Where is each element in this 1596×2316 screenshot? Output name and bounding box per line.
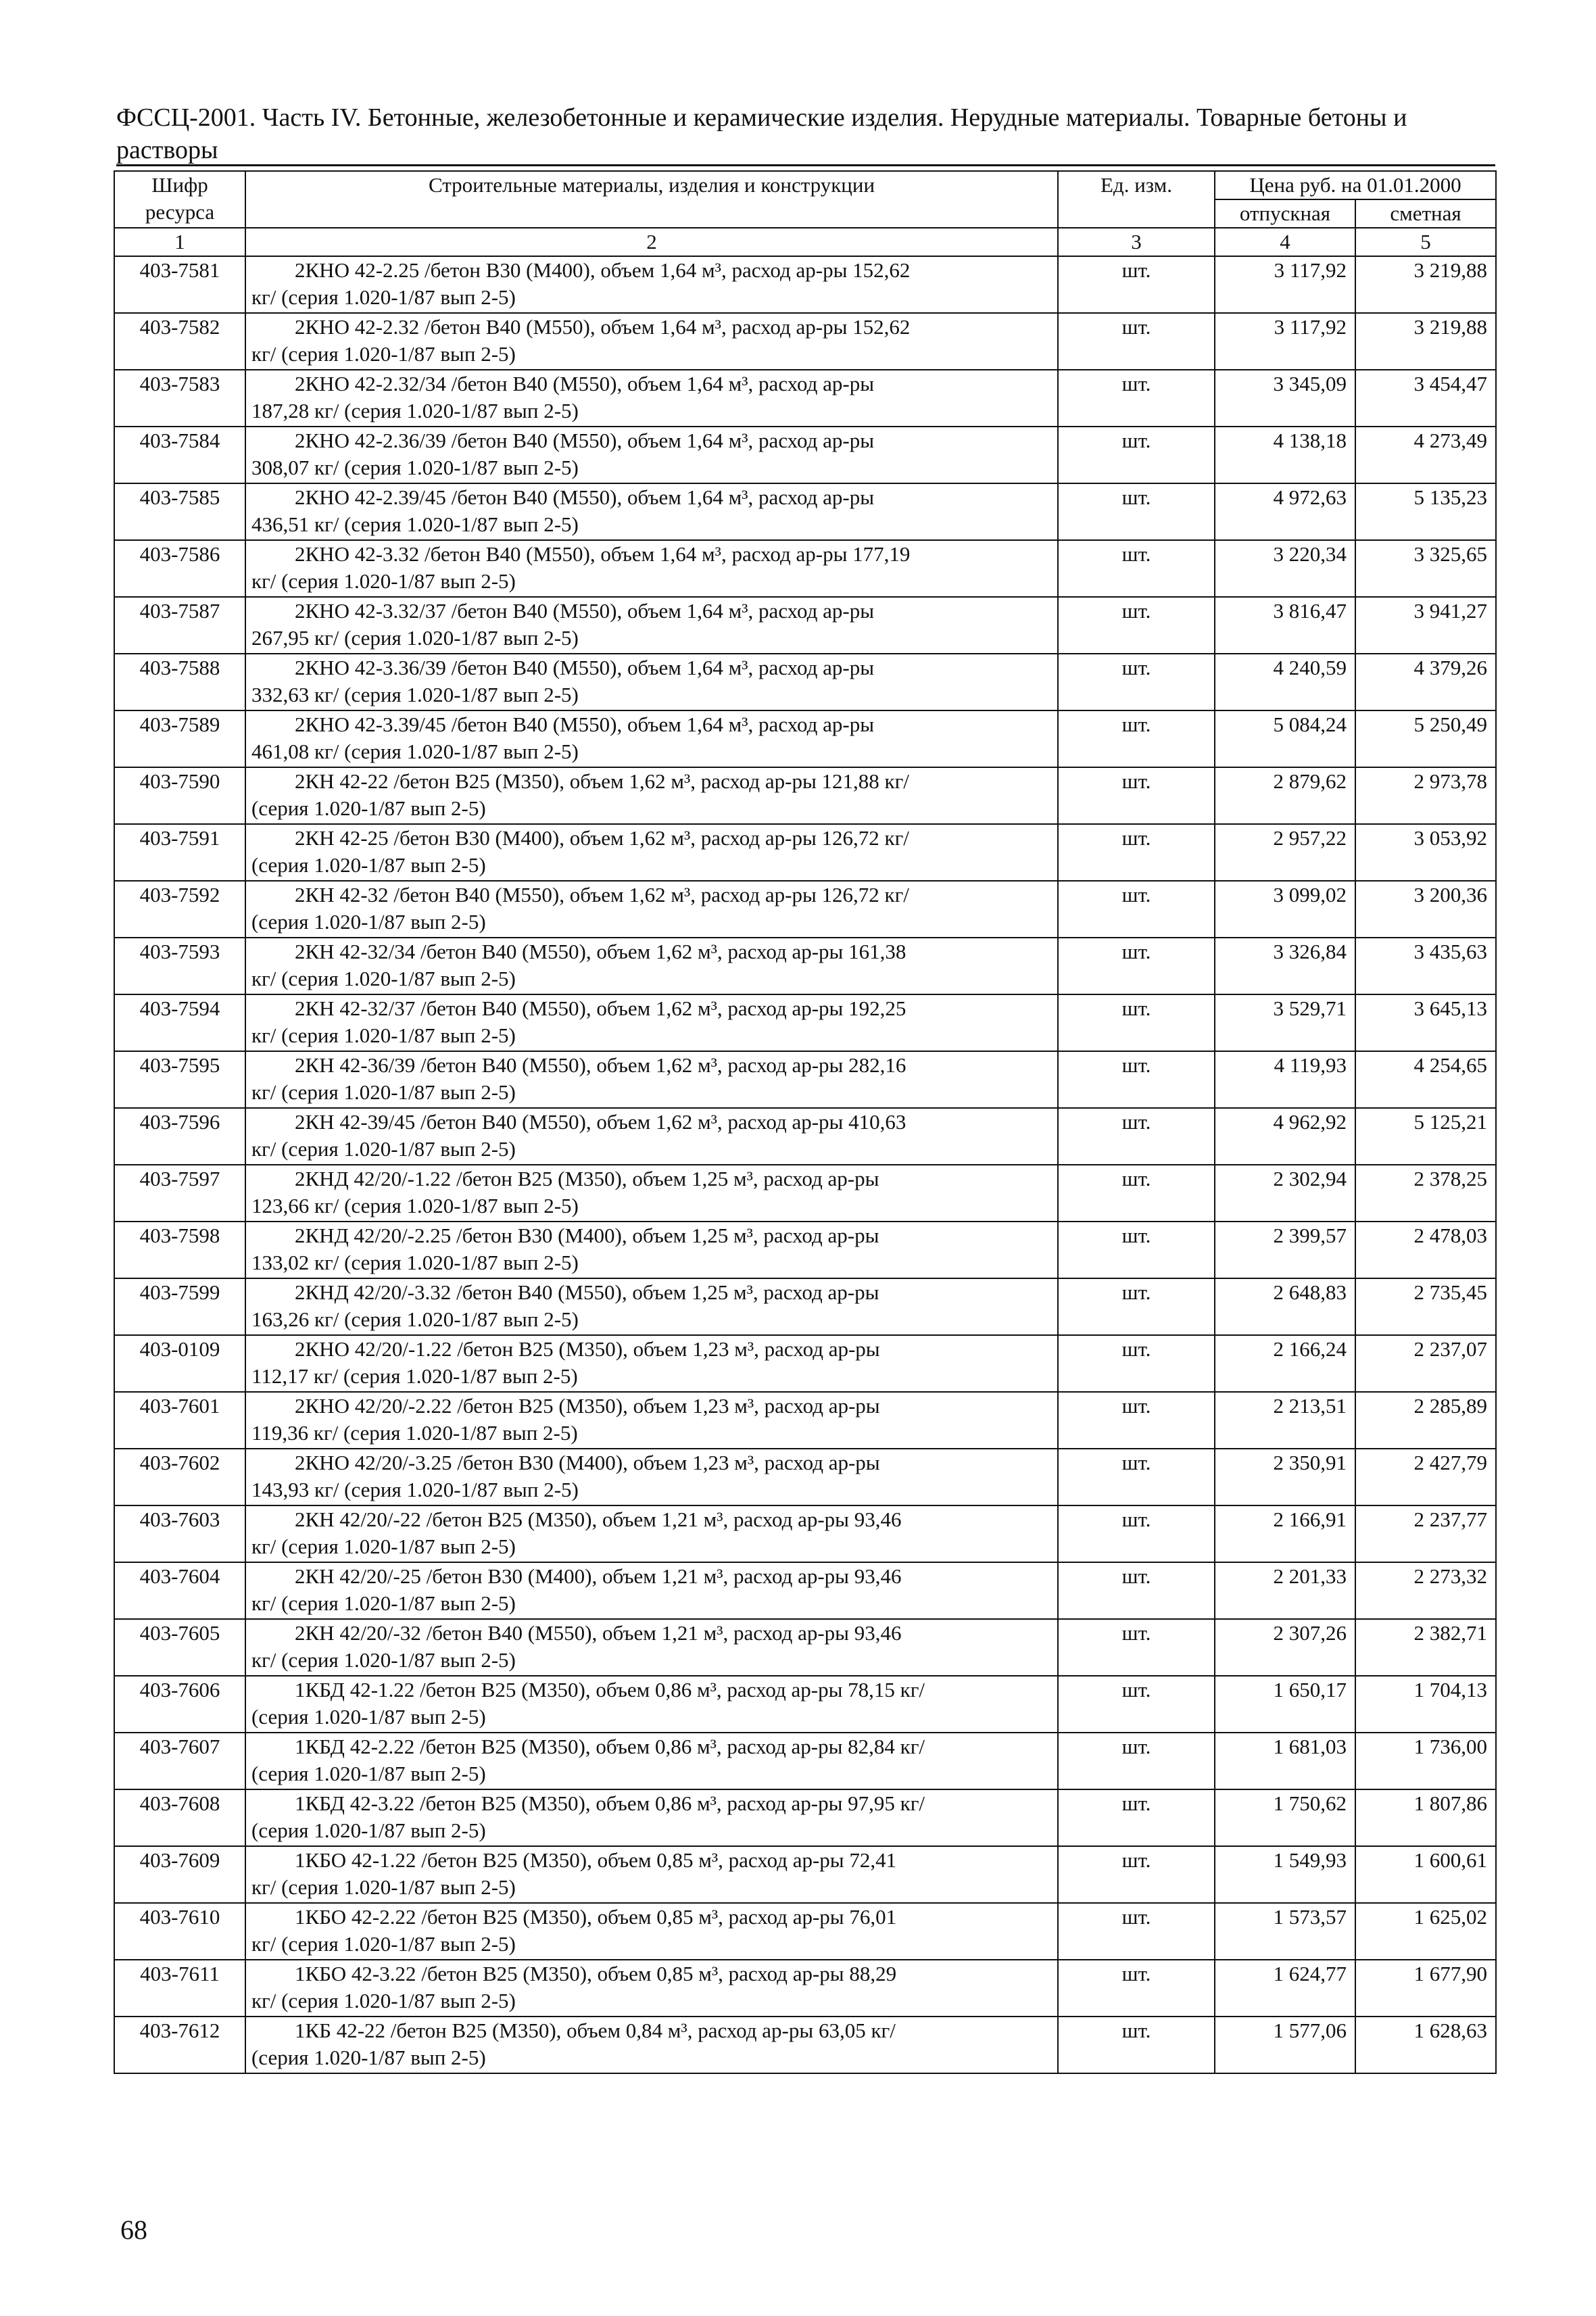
table-row bbox=[114, 1449, 1496, 1505]
unit: шт. bbox=[1058, 2017, 1215, 2073]
col-header-price2: сметная bbox=[1355, 199, 1496, 228]
col-number: 2 bbox=[245, 228, 1058, 256]
item-description-line1: 2КНО 42-3.32 /бетон В40 (М550), объем 1,64 м³, расход ар-ры 177,19 bbox=[295, 542, 911, 566]
resource-code: 403-7604 bbox=[114, 1562, 245, 1619]
item-description bbox=[245, 1449, 1058, 1505]
table-row bbox=[114, 2017, 1496, 2073]
item-description bbox=[245, 1335, 1058, 1392]
table-row bbox=[114, 1960, 1496, 2017]
item-description-line2: 187,28 кг/ (серия 1.020-1/87 вып 2-5) bbox=[251, 399, 579, 423]
unit: шт. bbox=[1058, 427, 1215, 483]
resource-code: 403-7612 bbox=[114, 2017, 245, 2073]
resource-code: 403-7584 bbox=[114, 427, 245, 483]
item-description-line2: 143,93 кг/ (серия 1.020-1/87 вып 2-5) bbox=[251, 1478, 579, 1501]
unit: шт. bbox=[1058, 824, 1215, 881]
table-row bbox=[114, 1335, 1496, 1392]
unit: шт. bbox=[1058, 597, 1215, 654]
item-description-line2: 267,95 кг/ (серия 1.020-1/87 вып 2-5) bbox=[251, 626, 579, 650]
price-release: 3 220,34 bbox=[1215, 540, 1355, 597]
item-description-line1: 2КНО 42-2.32 /бетон В40 (М550), объем 1,64 м³, расход ар-ры 152,62 bbox=[295, 315, 911, 339]
item-description bbox=[245, 1676, 1058, 1733]
col-header-code: Шифр ресурса bbox=[114, 171, 245, 228]
resource-code: 403-7581 bbox=[114, 256, 245, 313]
resource-code: 403-7611 bbox=[114, 1960, 245, 2017]
item-description bbox=[245, 881, 1058, 938]
resource-code: 403-7601 bbox=[114, 1392, 245, 1449]
item-description bbox=[245, 540, 1058, 597]
item-description-line2: кг/ (серия 1.020-1/87 вып 2-5) bbox=[251, 569, 516, 593]
price-estimate: 2 427,79 bbox=[1355, 1449, 1496, 1505]
price-release: 1 549,93 bbox=[1215, 1846, 1355, 1903]
resource-code: 403-7589 bbox=[114, 710, 245, 767]
table-row bbox=[114, 540, 1496, 597]
price-release: 1 681,03 bbox=[1215, 1733, 1355, 1789]
item-description-line2: 123,66 кг/ (серия 1.020-1/87 вып 2-5) bbox=[251, 1194, 579, 1217]
price-estimate: 2 273,32 bbox=[1355, 1562, 1496, 1619]
item-description bbox=[245, 483, 1058, 540]
resource-code: 403-7609 bbox=[114, 1846, 245, 1903]
item-description-line1: 2КНД 42/20/-1.22 /бетон В25 (М350), объем 1,25 м³, расход ар-ры bbox=[295, 1167, 879, 1190]
price-estimate: 2 478,03 bbox=[1355, 1222, 1496, 1278]
price-estimate: 4 254,65 bbox=[1355, 1051, 1496, 1108]
table-row bbox=[114, 597, 1496, 654]
table-row bbox=[114, 1108, 1496, 1165]
price-release: 4 240,59 bbox=[1215, 654, 1355, 710]
item-description bbox=[245, 2017, 1058, 2073]
unit: шт. bbox=[1058, 710, 1215, 767]
table-row bbox=[114, 313, 1496, 370]
resource-code: 403-7588 bbox=[114, 654, 245, 710]
table-row bbox=[114, 1278, 1496, 1335]
table-row bbox=[114, 370, 1496, 427]
item-description-line1: 2КН 42-32/34 /бетон В40 (М550), объем 1,62 м³, расход ар-ры 161,38 bbox=[295, 940, 906, 963]
item-description bbox=[245, 938, 1058, 994]
item-description-line2: кг/ (серия 1.020-1/87 вып 2-5) bbox=[251, 1648, 516, 1672]
table-row bbox=[114, 1789, 1496, 1846]
item-description-line2: кг/ (серия 1.020-1/87 вып 2-5) bbox=[251, 1591, 516, 1615]
price-release: 3 117,92 bbox=[1215, 313, 1355, 370]
price-estimate: 2 285,89 bbox=[1355, 1392, 1496, 1449]
table-row bbox=[114, 994, 1496, 1051]
item-description bbox=[245, 1960, 1058, 2017]
unit: шт. bbox=[1058, 1108, 1215, 1165]
table-row bbox=[114, 427, 1496, 483]
unit: шт. bbox=[1058, 1676, 1215, 1733]
unit: шт. bbox=[1058, 1278, 1215, 1335]
price-table bbox=[114, 170, 1497, 2074]
resource-code: 403-7586 bbox=[114, 540, 245, 597]
price-release: 3 326,84 bbox=[1215, 938, 1355, 994]
table-row bbox=[114, 767, 1496, 824]
item-description bbox=[245, 427, 1058, 483]
price-release: 2 648,83 bbox=[1215, 1278, 1355, 1335]
price-estimate: 1 807,86 bbox=[1355, 1789, 1496, 1846]
price-estimate: 2 237,77 bbox=[1355, 1505, 1496, 1562]
price-estimate: 3 053,92 bbox=[1355, 824, 1496, 881]
price-release: 1 650,17 bbox=[1215, 1676, 1355, 1733]
price-estimate: 4 379,26 bbox=[1355, 654, 1496, 710]
price-estimate: 5 125,21 bbox=[1355, 1108, 1496, 1165]
price-estimate: 4 273,49 bbox=[1355, 427, 1496, 483]
price-release: 1 750,62 bbox=[1215, 1789, 1355, 1846]
item-description bbox=[245, 710, 1058, 767]
unit: шт. bbox=[1058, 483, 1215, 540]
price-estimate: 3 454,47 bbox=[1355, 370, 1496, 427]
item-description-line2: кг/ (серия 1.020-1/87 вып 2-5) bbox=[251, 1023, 516, 1047]
unit: шт. bbox=[1058, 938, 1215, 994]
col-header-price-group: Цена руб. на 01.01.2000 bbox=[1215, 171, 1496, 199]
item-description bbox=[245, 1278, 1058, 1335]
item-description-line2: кг/ (серия 1.020-1/87 вып 2-5) bbox=[251, 285, 516, 309]
item-description-line2: 119,36 кг/ (серия 1.020-1/87 вып 2-5) bbox=[251, 1421, 578, 1445]
price-release: 2 350,91 bbox=[1215, 1449, 1355, 1505]
item-description-line2: 332,63 кг/ (серия 1.020-1/87 вып 2-5) bbox=[251, 683, 579, 706]
item-description bbox=[245, 1789, 1058, 1846]
item-description-line1: 2КНО 42-2.36/39 /бетон В40 (М550), объем 1,64 м³, расход ар-ры bbox=[295, 429, 875, 452]
price-estimate: 1 628,63 bbox=[1355, 2017, 1496, 2073]
item-description-line1: 2КНО 42-3.32/37 /бетон В40 (М550), объем 1,64 м³, расход ар-ры bbox=[295, 599, 875, 623]
table-row bbox=[114, 1733, 1496, 1789]
resource-code: 403-7594 bbox=[114, 994, 245, 1051]
table-row bbox=[114, 1903, 1496, 1960]
item-description bbox=[245, 1108, 1058, 1165]
item-description-line1: 2КНО 42/20/-3.25 /бетон В30 (М400), объем 1,23 м³, расход ар-ры bbox=[295, 1451, 880, 1474]
item-description-line2: 133,02 кг/ (серия 1.020-1/87 вып 2-5) bbox=[251, 1251, 579, 1274]
item-description-line1: 2КНО 42-3.36/39 /бетон В40 (М550), объем 1,64 м³, расход ар-ры bbox=[295, 656, 875, 679]
table-body bbox=[114, 256, 1496, 2073]
col-header-price1: отпускная bbox=[1215, 199, 1355, 228]
item-description-line2: кг/ (серия 1.020-1/87 вып 2-5) bbox=[251, 1875, 516, 1899]
resource-code: 403-0109 bbox=[114, 1335, 245, 1392]
price-release: 1 624,77 bbox=[1215, 1960, 1355, 2017]
item-description-line1: 1КБД 42-3.22 /бетон В25 (М350), объем 0,86 м³, расход ар-ры 97,95 кг/ bbox=[295, 1791, 925, 1815]
price-estimate: 2 237,07 bbox=[1355, 1335, 1496, 1392]
item-description bbox=[245, 994, 1058, 1051]
price-release: 2 879,62 bbox=[1215, 767, 1355, 824]
price-estimate: 1 600,61 bbox=[1355, 1846, 1496, 1903]
item-description bbox=[245, 1846, 1058, 1903]
item-description-line1: 2КНО 42-2.25 /бетон В30 (М400), объем 1,64 м³, расход ар-ры 152,62 bbox=[295, 258, 911, 282]
item-description bbox=[245, 256, 1058, 313]
item-description bbox=[245, 1562, 1058, 1619]
price-estimate: 3 200,36 bbox=[1355, 881, 1496, 938]
item-description bbox=[245, 370, 1058, 427]
col-number: 3 bbox=[1058, 228, 1215, 256]
item-description bbox=[245, 313, 1058, 370]
item-description-line2: (серия 1.020-1/87 вып 2-5) bbox=[251, 1818, 486, 1842]
unit: шт. bbox=[1058, 1903, 1215, 1960]
price-estimate: 5 135,23 bbox=[1355, 483, 1496, 540]
item-description bbox=[245, 767, 1058, 824]
unit: шт. bbox=[1058, 1505, 1215, 1562]
resource-code: 403-7603 bbox=[114, 1505, 245, 1562]
item-description-line2: кг/ (серия 1.020-1/87 вып 2-5) bbox=[251, 967, 516, 990]
resource-code: 403-7602 bbox=[114, 1449, 245, 1505]
item-description-line1: 2КН 42-32 /бетон В40 (М550), объем 1,62 м³, расход ар-ры 126,72 кг/ bbox=[295, 883, 909, 907]
price-release: 2 399,57 bbox=[1215, 1222, 1355, 1278]
item-description-line1: 2КН 42/20/-22 /бетон В25 (М350), объем 1,21 м³, расход ар-ры 93,46 bbox=[295, 1507, 902, 1531]
item-description-line2: кг/ (серия 1.020-1/87 вып 2-5) bbox=[251, 1137, 516, 1161]
unit: шт. bbox=[1058, 881, 1215, 938]
item-description-line2: кг/ (серия 1.020-1/87 вып 2-5) bbox=[251, 1080, 516, 1104]
resource-code: 403-7592 bbox=[114, 881, 245, 938]
unit: шт. bbox=[1058, 654, 1215, 710]
unit: шт. bbox=[1058, 1733, 1215, 1789]
item-description-line1: 2КНО 42-2.32/34 /бетон В40 (М550), объем 1,64 м³, расход ар-ры bbox=[295, 372, 875, 395]
price-release: 2 302,94 bbox=[1215, 1165, 1355, 1222]
item-description-line1: 1КБ 42-22 /бетон В25 (М350), объем 0,84 м³, расход ар-ры 63,05 кг/ bbox=[295, 2019, 896, 2042]
unit: шт. bbox=[1058, 370, 1215, 427]
page-header: ФССЦ-2001. Часть IV. Бетонные, железобетонные и керамические изделия. Нерудные материалы. Товарные бетоны и растворы bbox=[116, 103, 1407, 164]
resource-code: 403-7610 bbox=[114, 1903, 245, 1960]
item-description-line2: (серия 1.020-1/87 вып 2-5) bbox=[251, 1762, 486, 1785]
price-estimate: 2 735,45 bbox=[1355, 1278, 1496, 1335]
resource-code: 403-7587 bbox=[114, 597, 245, 654]
price-estimate: 5 250,49 bbox=[1355, 710, 1496, 767]
table-row bbox=[114, 938, 1496, 994]
unit: шт. bbox=[1058, 1222, 1215, 1278]
unit: шт. bbox=[1058, 1392, 1215, 1449]
resource-code: 403-7596 bbox=[114, 1108, 245, 1165]
table-row bbox=[114, 1222, 1496, 1278]
price-release: 4 962,92 bbox=[1215, 1108, 1355, 1165]
item-description-line2: кг/ (серия 1.020-1/87 вып 2-5) bbox=[251, 1535, 516, 1558]
item-description bbox=[245, 1619, 1058, 1676]
item-description-line1: 1КБД 42-1.22 /бетон В25 (М350), объем 0,86 м³, расход ар-ры 78,15 кг/ bbox=[295, 1678, 925, 1702]
resource-code: 403-7598 bbox=[114, 1222, 245, 1278]
item-description-line2: (серия 1.020-1/87 вып 2-5) bbox=[251, 1705, 486, 1729]
resource-code: 403-7585 bbox=[114, 483, 245, 540]
item-description-line2: (серия 1.020-1/87 вып 2-5) bbox=[251, 2046, 486, 2069]
unit: шт. bbox=[1058, 767, 1215, 824]
item-description bbox=[245, 1051, 1058, 1108]
resource-code: 403-7607 bbox=[114, 1733, 245, 1789]
unit: шт. bbox=[1058, 1051, 1215, 1108]
resource-code: 403-7583 bbox=[114, 370, 245, 427]
table-row bbox=[114, 1619, 1496, 1676]
item-description-line2: кг/ (серия 1.020-1/87 вып 2-5) bbox=[251, 1989, 516, 2012]
item-description-line1: 2КН 42-36/39 /бетон В40 (М550), объем 1,62 м³, расход ар-ры 282,16 bbox=[295, 1053, 906, 1077]
price-release: 2 166,24 bbox=[1215, 1335, 1355, 1392]
col-header-name: Строительные материалы, изделия и конструкции bbox=[245, 171, 1058, 228]
price-release: 2 201,33 bbox=[1215, 1562, 1355, 1619]
page-number: 68 bbox=[120, 2215, 147, 2245]
price-release: 5 084,24 bbox=[1215, 710, 1355, 767]
price-estimate: 2 973,78 bbox=[1355, 767, 1496, 824]
resource-code: 403-7590 bbox=[114, 767, 245, 824]
price-release: 2 307,26 bbox=[1215, 1619, 1355, 1676]
unit: шт. bbox=[1058, 1846, 1215, 1903]
resource-code: 403-7591 bbox=[114, 824, 245, 881]
item-description-line1: 2КН 42/20/-25 /бетон В30 (М400), объем 1,21 м³, расход ар-ры 93,46 bbox=[295, 1564, 902, 1588]
item-description bbox=[245, 824, 1058, 881]
price-estimate: 3 219,88 bbox=[1355, 256, 1496, 313]
price-estimate: 3 219,88 bbox=[1355, 313, 1496, 370]
price-estimate: 1 704,13 bbox=[1355, 1676, 1496, 1733]
item-description-line1: 2КНО 42-3.39/45 /бетон В40 (М550), объем 1,64 м³, расход ар-ры bbox=[295, 713, 875, 736]
item-description-line1: 2КН 42-22 /бетон В25 (М350), объем 1,62 м³, расход ар-ры 121,88 кг/ bbox=[295, 769, 909, 793]
resource-code: 403-7595 bbox=[114, 1051, 245, 1108]
unit: шт. bbox=[1058, 994, 1215, 1051]
table-row bbox=[114, 710, 1496, 767]
table-row bbox=[114, 881, 1496, 938]
unit: шт. bbox=[1058, 1960, 1215, 2017]
item-description bbox=[245, 654, 1058, 710]
price-estimate: 2 378,25 bbox=[1355, 1165, 1496, 1222]
item-description-line2: кг/ (серия 1.020-1/87 вып 2-5) bbox=[251, 1932, 516, 1956]
col-number: 5 bbox=[1355, 228, 1496, 256]
resource-code: 403-7605 bbox=[114, 1619, 245, 1676]
unit: шт. bbox=[1058, 1789, 1215, 1846]
price-release: 1 573,57 bbox=[1215, 1903, 1355, 1960]
item-description-line1: 2КНО 42-2.39/45 /бетон В40 (М550), объем 1,64 м³, расход ар-ры bbox=[295, 485, 875, 509]
item-description-line2: кг/ (серия 1.020-1/87 вып 2-5) bbox=[251, 342, 516, 366]
resource-code: 403-7593 bbox=[114, 938, 245, 994]
table-row bbox=[114, 1846, 1496, 1903]
price-release: 2 213,51 bbox=[1215, 1392, 1355, 1449]
table-row bbox=[114, 1165, 1496, 1222]
price-release: 2 957,22 bbox=[1215, 824, 1355, 881]
unit: шт. bbox=[1058, 540, 1215, 597]
item-description bbox=[245, 1165, 1058, 1222]
price-estimate: 1 736,00 bbox=[1355, 1733, 1496, 1789]
price-estimate: 3 645,13 bbox=[1355, 994, 1496, 1051]
item-description-line1: 1КБД 42-2.22 /бетон В25 (М350), объем 0,86 м³, расход ар-ры 82,84 кг/ bbox=[295, 1735, 925, 1758]
item-description-line1: 2КН 42/20/-32 /бетон В40 (М550), объем 1,21 м³, расход ар-ры 93,46 bbox=[295, 1621, 902, 1645]
col-number: 4 bbox=[1215, 228, 1355, 256]
unit: шт. bbox=[1058, 1165, 1215, 1222]
item-description-line2: (серия 1.020-1/87 вып 2-5) bbox=[251, 853, 486, 877]
item-description bbox=[245, 1505, 1058, 1562]
item-description-line1: 2КН 42-39/45 /бетон В40 (М550), объем 1,62 м³, расход ар-ры 410,63 bbox=[295, 1110, 906, 1134]
item-description bbox=[245, 597, 1058, 654]
price-release: 4 119,93 bbox=[1215, 1051, 1355, 1108]
resource-code: 403-7597 bbox=[114, 1165, 245, 1222]
resource-code: 403-7582 bbox=[114, 313, 245, 370]
price-release: 3 345,09 bbox=[1215, 370, 1355, 427]
item-description-line2: 436,51 кг/ (серия 1.020-1/87 вып 2-5) bbox=[251, 512, 579, 536]
table-row bbox=[114, 1676, 1496, 1733]
col-header-unit: Ед. изм. bbox=[1058, 171, 1215, 228]
table-row bbox=[114, 1505, 1496, 1562]
item-description-line2: 163,26 кг/ (серия 1.020-1/87 вып 2-5) bbox=[251, 1307, 579, 1331]
table-row bbox=[114, 824, 1496, 881]
unit: шт. bbox=[1058, 1449, 1215, 1505]
unit: шт. bbox=[1058, 313, 1215, 370]
item-description-line1: 2КНД 42/20/-2.25 /бетон В30 (М400), объем 1,25 м³, расход ар-ры bbox=[295, 1224, 879, 1247]
item-description-line2: (серия 1.020-1/87 вып 2-5) bbox=[251, 796, 486, 820]
item-description-line1: 2КНО 42/20/-1.22 /бетон В25 (М350), объем 1,23 м³, расход ар-ры bbox=[295, 1337, 880, 1361]
price-estimate: 3 325,65 bbox=[1355, 540, 1496, 597]
price-estimate: 1 677,90 bbox=[1355, 1960, 1496, 2017]
price-estimate: 3 435,63 bbox=[1355, 938, 1496, 994]
unit: шт. bbox=[1058, 256, 1215, 313]
item-description-line2: 308,07 кг/ (серия 1.020-1/87 вып 2-5) bbox=[251, 456, 579, 479]
price-release: 3 529,71 bbox=[1215, 994, 1355, 1051]
resource-code: 403-7606 bbox=[114, 1676, 245, 1733]
table-row bbox=[114, 483, 1496, 540]
item-description-line1: 2КН 42-25 /бетон В30 (М400), объем 1,62 м³, расход ар-ры 126,72 кг/ bbox=[295, 826, 909, 850]
col-number: 1 bbox=[114, 228, 245, 256]
table-row bbox=[114, 1562, 1496, 1619]
item-description bbox=[245, 1222, 1058, 1278]
item-description bbox=[245, 1392, 1058, 1449]
price-release: 1 577,06 bbox=[1215, 2017, 1355, 2073]
table-row bbox=[114, 654, 1496, 710]
item-description-line1: 2КНД 42/20/-3.32 /бетон В40 (М550), объем 1,25 м³, расход ар-ры bbox=[295, 1280, 879, 1304]
header-rule bbox=[116, 164, 1495, 166]
item-description-line1: 1КБО 42-3.22 /бетон В25 (М350), объем 0,85 м³, расход ар-ры 88,29 bbox=[295, 1962, 897, 1985]
price-release: 4 972,63 bbox=[1215, 483, 1355, 540]
price-release: 4 138,18 bbox=[1215, 427, 1355, 483]
price-release: 3 099,02 bbox=[1215, 881, 1355, 938]
item-description bbox=[245, 1903, 1058, 1960]
resource-code: 403-7608 bbox=[114, 1789, 245, 1846]
item-description-line1: 2КНО 42/20/-2.22 /бетон В25 (М350), объем 1,23 м³, расход ар-ры bbox=[295, 1394, 880, 1418]
price-estimate: 3 941,27 bbox=[1355, 597, 1496, 654]
item-description-line2: 112,17 кг/ (серия 1.020-1/87 вып 2-5) bbox=[251, 1364, 578, 1388]
table-row bbox=[114, 1051, 1496, 1108]
price-release: 3 816,47 bbox=[1215, 597, 1355, 654]
item-description bbox=[245, 1733, 1058, 1789]
unit: шт. bbox=[1058, 1562, 1215, 1619]
price-estimate: 2 382,71 bbox=[1355, 1619, 1496, 1676]
item-description-line1: 1КБО 42-1.22 /бетон В25 (М350), объем 0,85 м³, расход ар-ры 72,41 bbox=[295, 1848, 897, 1872]
price-estimate: 1 625,02 bbox=[1355, 1903, 1496, 1960]
unit: шт. bbox=[1058, 1619, 1215, 1676]
table-row bbox=[114, 256, 1496, 313]
item-description-line2: 461,08 кг/ (серия 1.020-1/87 вып 2-5) bbox=[251, 740, 579, 763]
resource-code: 403-7599 bbox=[114, 1278, 245, 1335]
price-release: 3 117,92 bbox=[1215, 256, 1355, 313]
unit: шт. bbox=[1058, 1335, 1215, 1392]
item-description-line2: (серия 1.020-1/87 вып 2-5) bbox=[251, 910, 486, 934]
item-description-line1: 1КБО 42-2.22 /бетон В25 (М350), объем 0,85 м³, расход ар-ры 76,01 bbox=[295, 1905, 897, 1929]
table-row bbox=[114, 1392, 1496, 1449]
price-release: 2 166,91 bbox=[1215, 1505, 1355, 1562]
item-description-line1: 2КН 42-32/37 /бетон В40 (М550), объем 1,62 м³, расход ар-ры 192,25 bbox=[295, 996, 906, 1020]
